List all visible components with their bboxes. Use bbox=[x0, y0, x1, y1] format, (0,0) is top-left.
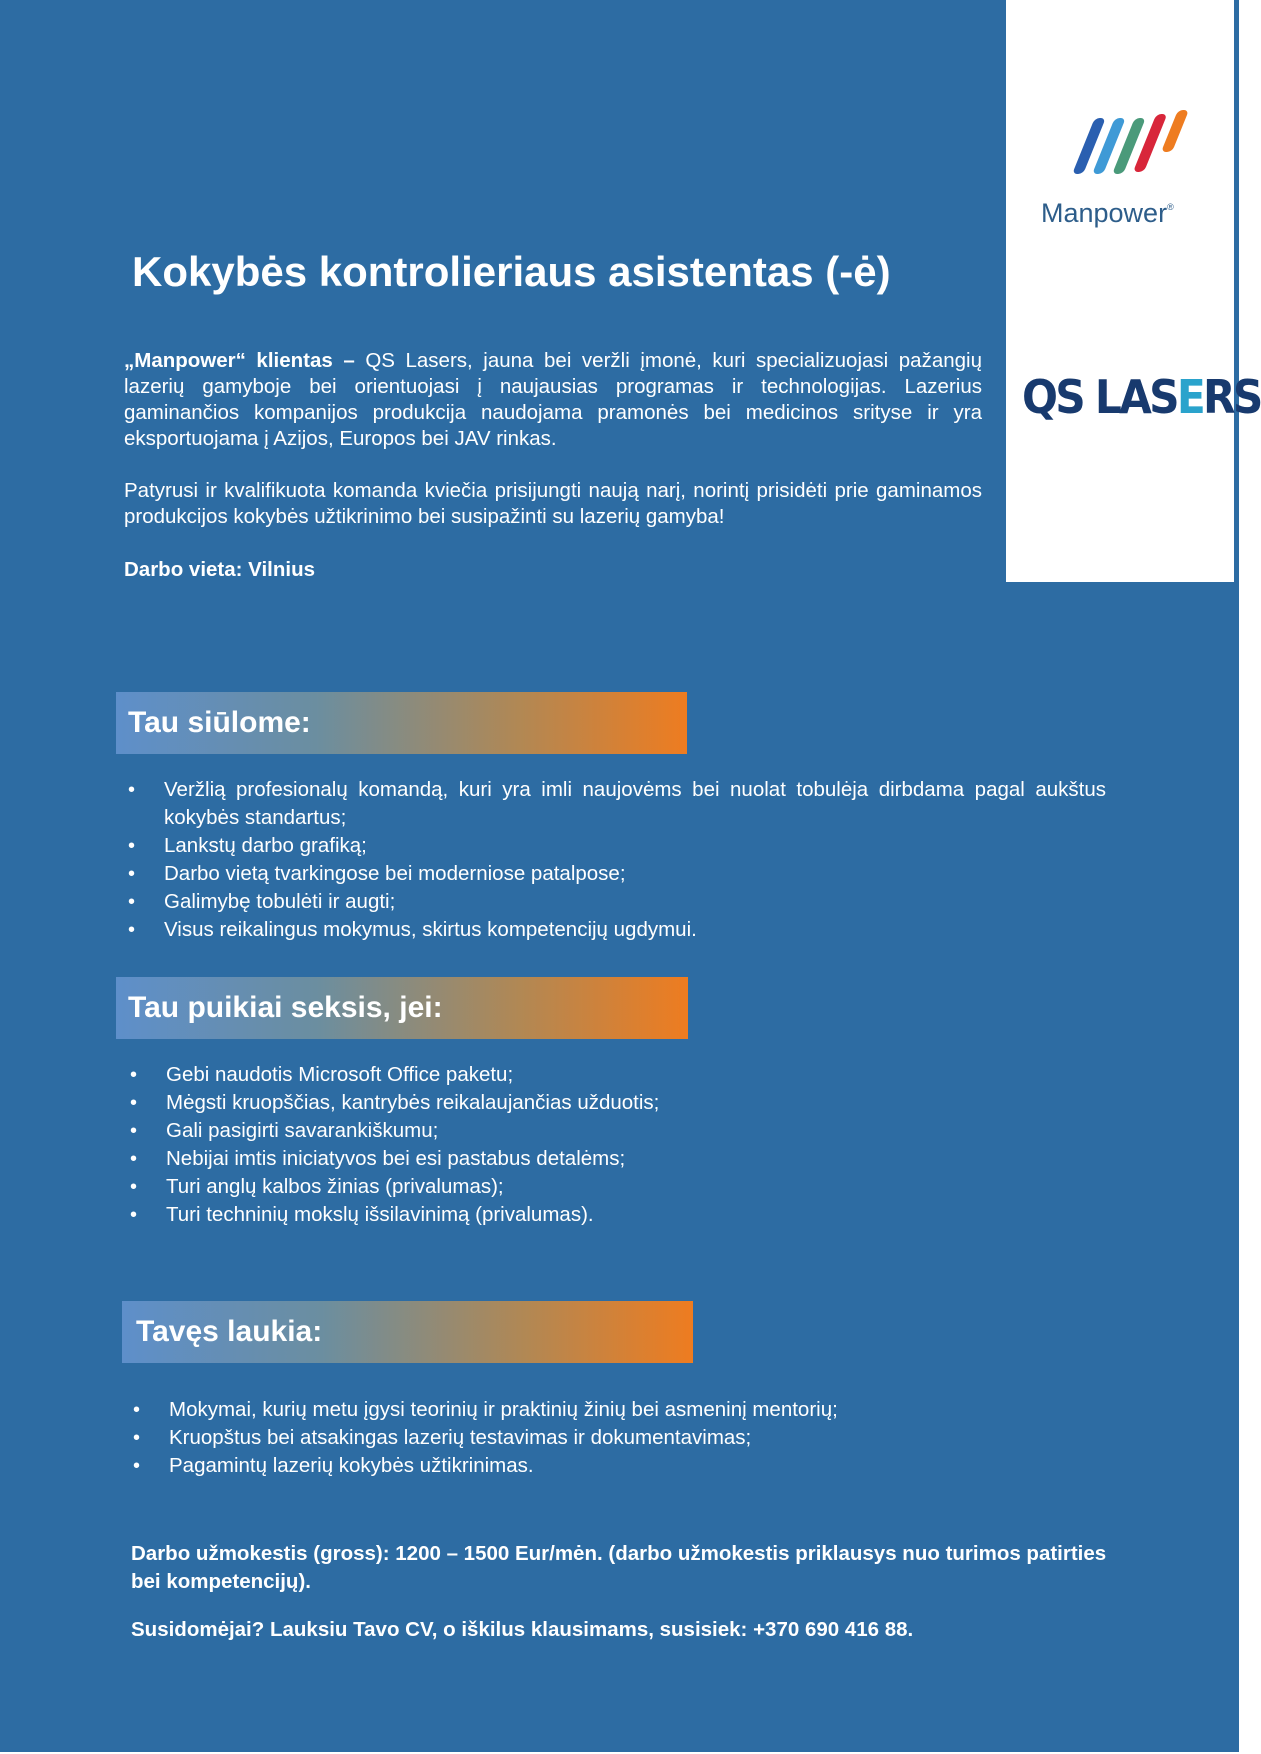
logo-panel bbox=[1006, 0, 1261, 582]
job-title: Kokybės kontrolieriaus asistentas (-ė) bbox=[132, 248, 891, 295]
fit-list bbox=[126, 1061, 846, 1229]
list-item: • Mokymai, kurių metu įgysi teorinių ir praktinių žinių bei asmeninį mentorių; bbox=[129, 1396, 1029, 1424]
qs-lasers-logo: QS LASERS bbox=[1022, 370, 1261, 424]
list-item: • Kruopštus bei atsakingas lazerių testavimas ir dokumentavimas; bbox=[129, 1424, 1029, 1452]
list-item: • Gebi naudotis Microsoft Office paketu; bbox=[126, 1061, 846, 1089]
work-location: Darbo vieta: Vilnius bbox=[124, 558, 316, 581]
invite-paragraph: Patyrusi ir kvalifikuota komanda kviečia prisijungti naują narį, norintį prisidėti prie gaminamos produkcijos kokybės užtikrinimo bei susipažinti su lazerių gamyba! bbox=[124, 479, 982, 528]
intro-paragraph: „Manpower“ klientas – QS Lasers, jauna bei veržli įmonė, kuri specializuojasi pažangių lazerių gamyboje bei orientuojasi į naujausias programas ir technologijas. Lazerius gaminančios kompanijos produkcija naudojama pramonės bei medicinos srityse ir yra eksportuojama į Azijos, Europos bei JAV rinkas. bbox=[124, 349, 982, 450]
manpower-logo-icon bbox=[1056, 110, 1186, 190]
manpower-wordmark: Manpower® bbox=[1041, 198, 1174, 228]
list-item: • Galimybę tobulėti ir augti; bbox=[124, 888, 1106, 916]
list-item: • Lankstų darbo grafiką; bbox=[124, 832, 1106, 860]
list-item: • Nebijai imtis iniciatyvos bei esi pastabus detalėms; bbox=[126, 1145, 846, 1173]
list-item: • Gali pasigirti savarankiškumu; bbox=[126, 1117, 846, 1145]
contact-info: Susidomėjai? Lauksiu Tavo CV, o iškilus klausimams, susisiek: +370 690 416 88. bbox=[131, 1618, 914, 1641]
salary-info: Darbo užmokestis (gross): 1200 – 1500 Eur/mėn. (darbo užmokestis priklausys nuo turimos patirties bei kompetencijų). bbox=[131, 1542, 1107, 1593]
list-item: • Veržlią profesionalų komandą, kuri yra imli naujovėms bei nuolat tobulėja dirbdama pagal aukštus kokybės standartus; bbox=[124, 776, 1106, 832]
offer-list bbox=[124, 776, 1106, 944]
list-item: • Pagamintų lazerių kokybės užtikrinimas. bbox=[129, 1452, 1029, 1480]
offer-heading: Tau siūlome: bbox=[116, 692, 687, 754]
list-item: • Turi techninių mokslų išsilavinimą (privalumas). bbox=[126, 1201, 846, 1229]
await-heading: Tavęs laukia: bbox=[122, 1301, 693, 1363]
list-item: • Turi anglų kalbos žinias (privalumas); bbox=[126, 1173, 846, 1201]
list-item: • Mėgsti kruopščias, kantrybės reikalaujančias užduotis; bbox=[126, 1089, 846, 1117]
await-list bbox=[129, 1396, 1029, 1480]
fit-heading: Tau puikiai seksis, jei: bbox=[116, 977, 688, 1039]
list-item: • Visus reikalingus mokymus, skirtus kompetencijų ugdymui. bbox=[124, 916, 1106, 944]
client-label: „Manpower“ klientas – bbox=[124, 349, 355, 372]
list-item: • Darbo vietą tvarkingose bei moderniose patalpose; bbox=[124, 860, 1106, 888]
